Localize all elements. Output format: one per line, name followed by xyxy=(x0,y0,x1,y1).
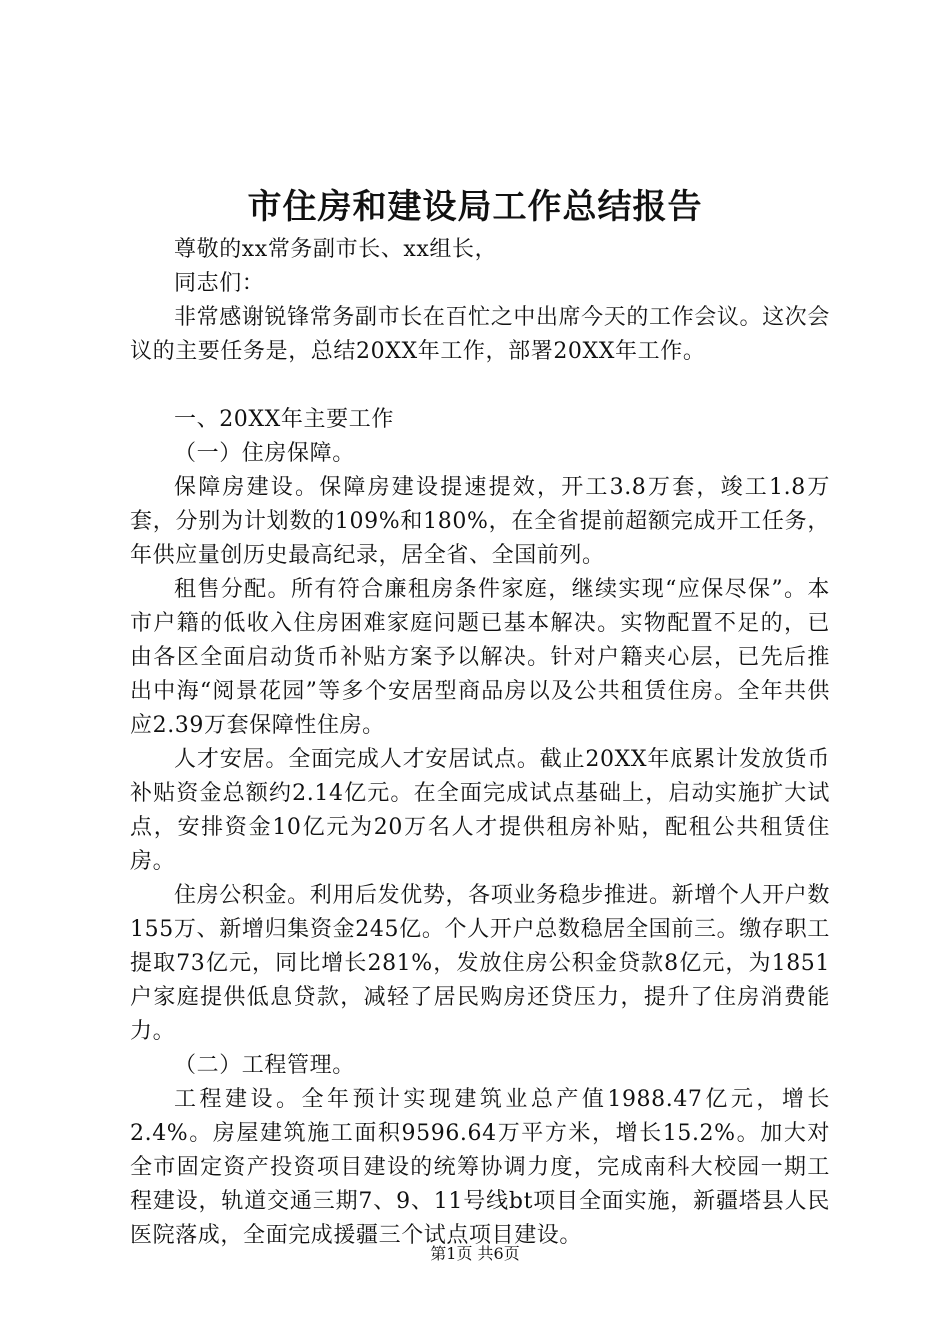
document-title: 市住房和建设局工作总结报告 xyxy=(247,187,703,227)
paragraph-affordable-housing: 保障房建设。保障房建设提速提效，开工3.8万套，竣工1.8万套，分别为计划数的109%和180%，在全省提前超额完成开工任务，年供应量创历史最高纪录，居全省、全国前列。 xyxy=(130,475,830,568)
salutation: 尊敬的xx常务副市长、xx组长， xyxy=(174,237,498,262)
page-footer: 第1页 共6页 xyxy=(430,1244,520,1263)
salutation-comrades: 同志们： xyxy=(174,271,265,296)
document-body xyxy=(130,233,830,1253)
opening-paragraph: 非常感谢锐锋常务副市长在百忙之中出席今天的工作会议。这次会议的主要任务是，总结20XX年工作，部署20XX年工作。 xyxy=(130,305,830,364)
paragraph-talent-housing: 人才安居。全面完成人才安居试点。截止20XX年底累计发放货币补贴资金总额约2.14亿元。在全面完成试点基础上，启动实施扩大试点，安排资金10亿元为20万名人才提供租房补贴，配租公共租赁住房。 xyxy=(130,747,830,874)
paragraph-rental-allocation: 租售分配。所有符合廉租房条件家庭，继续实现“应保尽保”。本市户籍的低收入住房困难家庭问题已基本解决。实物配置不足的，已由各区全面启动货币补贴方案予以解决。针对户籍夹心层，已先后推出中海“阅景花园”等多个安居型商品房以及公共租赁住房。全年共供应2.39万套保障性住房。 xyxy=(130,577,830,738)
subsection-heading-engineering: （二）工程管理。 xyxy=(174,1053,355,1078)
paragraph-construction: 工程建设。全年预计实现建筑业总产值1988.47亿元，增长2.4%。房屋建筑施工面积9596.64万平方米，增长15.2%。加大对全市固定资产投资项目建设的统筹协调力度，完成南科大校园一期工程建设，轨道交通三期7、9、11号线bt项目全面实施，新疆塔县人民医院落成，全面完成援疆三个试点项目建设。 xyxy=(130,1087,830,1248)
section-heading-1: 一、20XX年主要工作 xyxy=(174,407,394,432)
paragraph-provident-fund: 住房公积金。利用后发优势，各项业务稳步推进。新增个人开户数155万、新增归集资金245亿。个人开户总数稳居全国前三。缴存职工提取73亿元，同比增长281%，发放住房公积金贷款8亿元，为1851户家庭提供低息贷款，减轻了居民购房还贷压力，提升了住房消费能力。 xyxy=(130,883,830,1044)
subsection-heading-housing: （一）住房保障。 xyxy=(174,441,355,466)
